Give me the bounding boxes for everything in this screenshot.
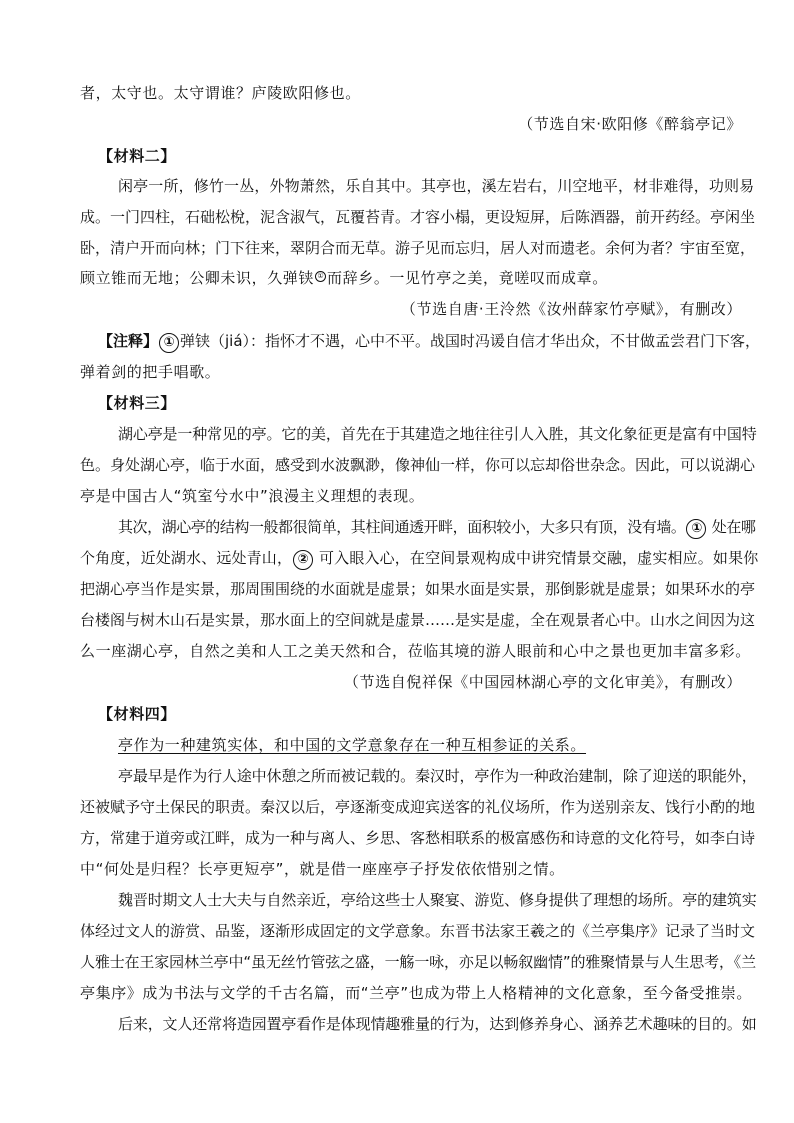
material3-line-4 [118, 516, 755, 539]
footnote-marker: ① [315, 271, 326, 282]
material2-heading: 【材料二】 [98, 147, 177, 165]
material4-line-8: 亭集序》成为书法与文学的千古名篇，而“兰亭”也成为带上人格精神的文化意象，至今备受推崇。 [80, 984, 752, 1002]
material2-line-2: 成。一门四柱，石础松梲，泥含淑气，瓦覆苔青。才容小榻，更设短屏，后陈酒器，前开药经。亭闲坐 [80, 208, 756, 226]
annotation-line-1 [98, 330, 760, 353]
material3-source: （节选自倪祥保《中国园林湖心亭的文化审美》，有删改） [343, 673, 742, 691]
material1-source: （节选自宋·欧阳修《醉翁亭记》 [518, 115, 742, 133]
annotation-text: 弹铗（jiá）：指怀才不遇，心中不平。战国时冯谖自信才华出众，不甘做孟尝君门下客， [180, 332, 761, 350]
material4-line-5: 魏晋时期文人士大夫与自然亲近，亭给这些士人聚宴、游览、修身提供了理想的场所。亭的建筑实 [118, 891, 757, 909]
material4-line-7: 人雅士在王家园林兰亭中“虽无丝竹管弦之盛，一觞一咏，亦足以畅叙幽情”的雅聚情景与人生思考，《兰 [80, 953, 756, 971]
annotation-line-2: 弹着剑的把手唱歌。 [80, 363, 221, 381]
material3-line-8: 么一座湖心亭，自然之美和人工之美天然和合，莅临其境的游人眼前和心中之景也更加丰富多彩。 [80, 642, 751, 660]
material3-line-6: 把湖心亭当作是实景，那周围围绕的水面就是虚景；如果水面是实景，那倒影就是虚景；如果环水的亭 [80, 580, 756, 598]
material2-source: （节选自唐·王泠然《汝州薛家竹亭赋》，有删改） [400, 300, 742, 318]
material3-line-3: 亭是中国古人“筑室兮水中”浪漫主义理想的表现。 [80, 487, 425, 505]
annotation-number: ① [159, 333, 179, 353]
material2-line-4-after: 而辞乡。一见竹亭之美，竟嗟叹而成章。 [327, 269, 608, 287]
material4-key-sentence: 亭作为一种建筑实体，和中国的文学意象存在一种互相参证的关系。 [118, 736, 587, 754]
material2-line-4-before: 顾立锥而无地；公卿未识，久弹铗 [80, 269, 315, 287]
material3-heading: 【材料三】 [98, 394, 177, 412]
material3-line-7: 台楼阁与树木山石是实景，那水面上的空间就是虚景……是实是虚，全在观景者心中。山水之间因为这 [80, 611, 756, 629]
material2-line-3: 卧，清户开而向林；门下往来，翠阴合而无草。游子见而忘归，居人对而遗老。余何为者？宇宙至宽， [80, 239, 756, 257]
material3-line-1: 湖心亭是一种常见的亭。它的美，首先在于其建造之地往往引人入胜，其文化象征更是富有中国特 [118, 425, 757, 443]
material1-tail: 者，太守也。太守谓谁？庐陵欧阳修也。 [80, 84, 361, 102]
material4-line-4: 中“何处是归程？长亭更短亭”，就是借一座座亭子抒发依依惜别之情。 [80, 860, 565, 878]
annotation-label: 【注释】 [98, 332, 159, 350]
material2-line-4 [80, 267, 608, 289]
material4-heading: 【材料四】 [98, 705, 177, 723]
material2-line-1: 闲亭一所，修竹一丛，外物萧然，乐自其中。其亭也，溪左岩右，川空地平，材非难得，功则易 [118, 177, 755, 195]
blank-1-marker: ① [686, 519, 706, 539]
material3-line-5-before: 个角度，近处湖水、远处青山， [80, 549, 293, 567]
material4-line-2: 还被赋予守土保民的职责。秦汉以后，亭逐渐变成迎宾送客的礼仪场所，作为送别亲友、饯行小酌的地 [80, 798, 756, 816]
material3-line-5-after: 可入眼入心，在空间景观构成中讲究情景交融，虚实相应。如果你 [314, 549, 759, 567]
material3-line-2: 色。身处湖心亭，临于水面，感受到水波飘渺，像神仙一样，你可以忘却俗世杂念。因此，可以说湖心 [80, 456, 756, 474]
blank-2-marker: ② [293, 550, 313, 570]
material3-line-4-after: 处在哪 [707, 518, 756, 536]
material4-line-3: 方，常建于道旁或江畔，成为一种与离人、乡思、客愁相联系的极富感伤和诗意的文化符号，如李白诗 [80, 829, 756, 847]
material3-line-5 [80, 547, 758, 570]
material3-line-4-before: 其次，湖心亭的结构一般都很简单，其柱间通透开畔，面积较小，大多只有顶，没有墙。 [118, 518, 686, 536]
material4-line-9: 后来，文人还常将造园置亭看作是体现情趣雅量的行为，达到修养身心、涵养艺术趣味的目的。如 [118, 1015, 757, 1033]
material4-line-1: 亭最早是作为行人途中休憩之所而被记载的。秦汉时，亭作为一种政治建制，除了迎送的职能外， [118, 767, 757, 785]
material4-line-6: 体经过文人的游赏、品鉴，逐渐形成固定的文学意象。东晋书法家王羲之的《兰亭集序》记录了当时文 [80, 922, 756, 940]
